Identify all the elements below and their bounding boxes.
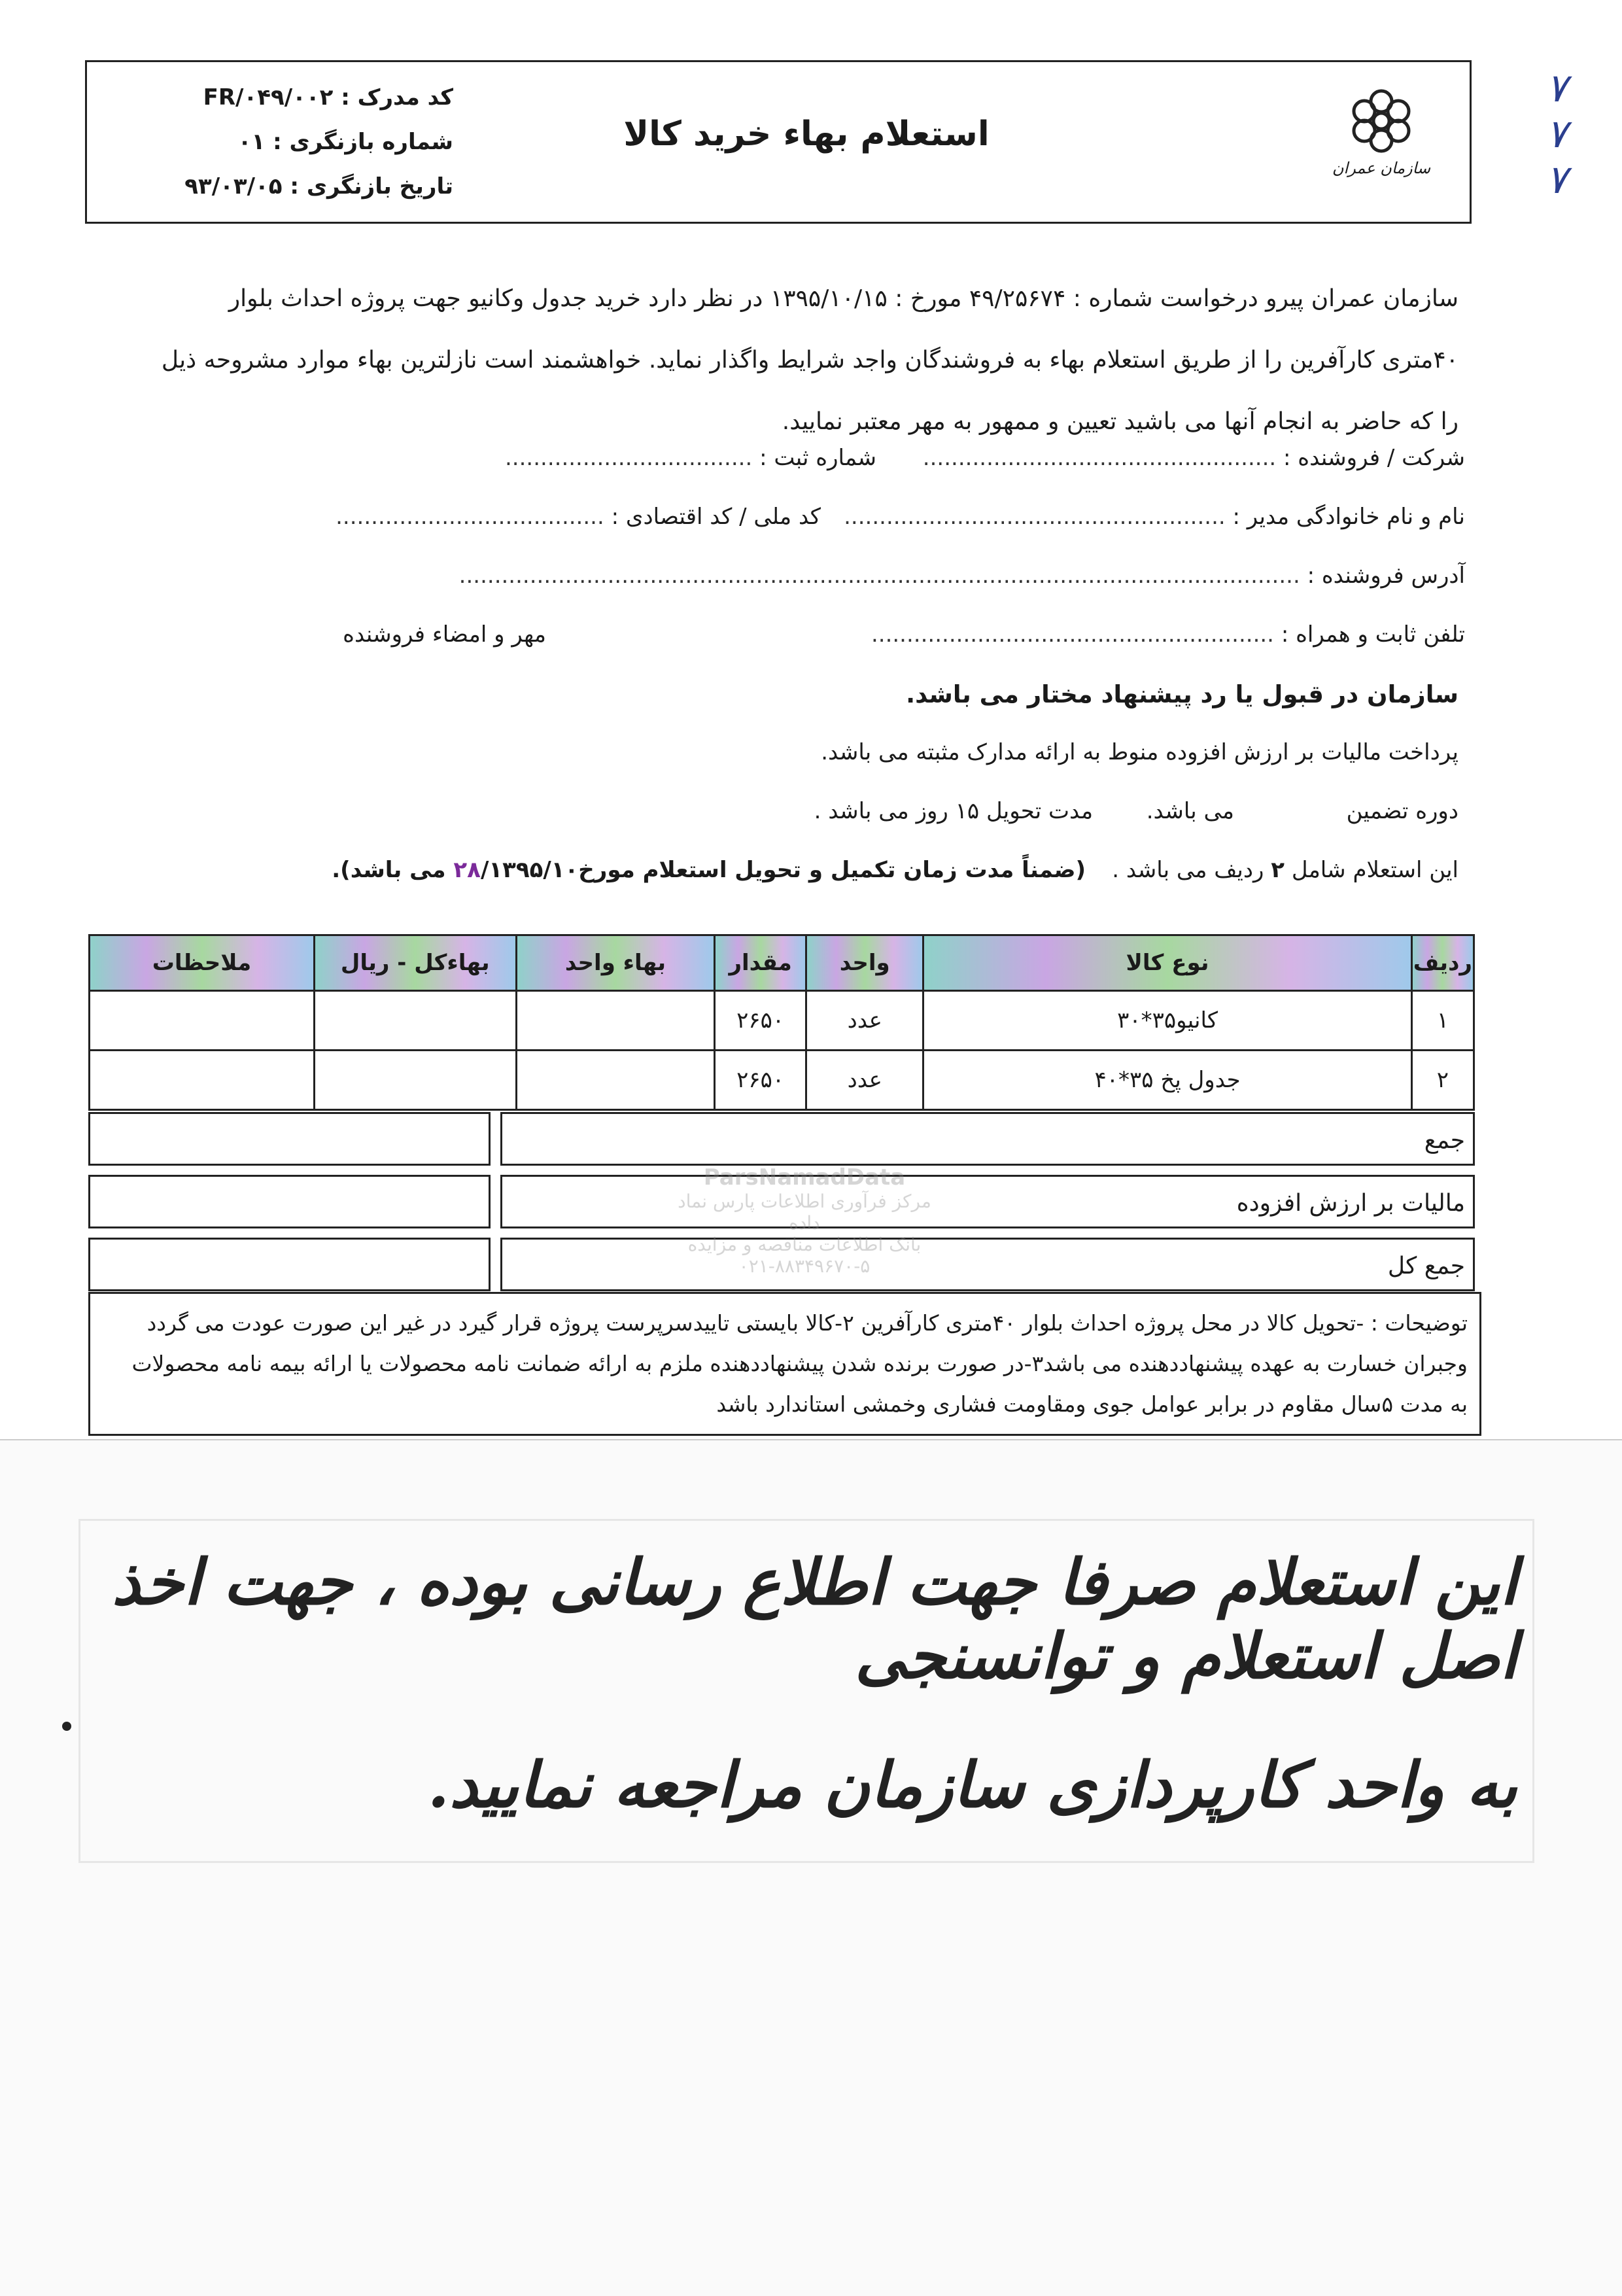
grand-total-label: جمع کل [500,1238,1475,1291]
warranty-suffix: می باشد. [1146,798,1235,824]
item-unit: عدد [806,1051,923,1110]
doc-code-row [113,75,453,120]
manager-dots: ...................................................... [844,504,1226,530]
vat-value-cell[interactable] [88,1175,491,1228]
sum-value-cell[interactable] [88,1112,491,1166]
notes-box [88,1292,1481,1436]
address-label: آدرس فروشنده : [1307,563,1465,589]
registration-dots: ................................... [504,445,753,471]
revision-date: ۹۳/۰۳/۰۵ [184,173,283,200]
rows-count: ۲ [1271,857,1285,883]
grand-total-value-cell[interactable] [88,1238,491,1291]
national-code-label: کد ملی / کد اقتصادی : [611,504,821,530]
manager-field [844,504,1465,530]
intro-line: سازمان عمران پیرو درخواست شماره : ۴۹/۲۵۶۷۴ مورخ : ۱۳۹۵/۱۰/۱۵ در نظر دارد خرید جدول وکانیو جهت پروژه احداث بلوار [228,285,1458,312]
company-dots: .................................................. [922,445,1277,471]
pasted-notice-slip [0,1439,1622,2296]
vat-label: مالیات بر ارزش افزوده [500,1175,1475,1228]
revision-row [113,120,453,164]
item-unit: عدد [806,991,923,1051]
registration-field [505,445,876,471]
organization-logo [1319,82,1443,206]
watermark-phone: ۰۲۱-۸۸۳۴۹۶۷۰-۵ [738,1255,871,1277]
item-type: کانیو۳۵*۳۰ [923,991,1411,1051]
sum-label: جمع [500,1112,1475,1166]
notes-line: به مدت ۵سال مقاوم در برابر عوامل جوی ومقاومت فشاری وخمشی استاندارد باشد [716,1391,1468,1417]
form-header [85,60,1472,224]
margin-mark: ۷ [1545,65,1568,111]
watermark-brand: ParsNamadData [703,1164,906,1191]
flower-logo-icon [1342,82,1421,160]
watermark-line: بانک اطلاعات مناقصه و مزایده [687,1234,922,1255]
manager-label: نام و نام خانوادگی مدیر : [1232,504,1465,530]
document-meta [113,75,453,209]
column-header: ملاحظات [90,935,315,991]
column-header: واحد [806,935,923,991]
total-price-cell[interactable] [314,1051,516,1110]
intro-line: ۴۰متری کارآفرین را از طریق استعلام بهاء به فروشندگان واجد شرایط واگذار نماید. خواهشمند است نازلترین بهاء موارد مشروحه ذیل [161,347,1458,374]
company-field [923,445,1465,471]
rows-count-line [1112,857,1458,883]
registration-label: شماره ثبت : [759,445,876,471]
notes-line: وجبران خسارت به عهده پیشنهاددهنده می باشد۳-در صورت برنده شدن پیشنهاددهنده ملزم به ارائه ضمانت نامه محصولات یا ارائه بیمه نامه محصولات [131,1351,1468,1376]
deadline-line [332,857,1086,883]
phone-field [871,621,1465,648]
deadline-prefix: (ضمناً مدت زمان تکمیل و تحویل استعلام مورخ [578,857,1086,883]
company-label: شرکت / فروشنده : [1283,445,1465,471]
column-header: بهاء واحد [516,935,715,991]
phone-dots: ......................................................... [871,621,1274,648]
national-code-dots: ...................................... [336,504,604,530]
column-header: نوع کالا [923,935,1411,991]
accept-reject-note: سازمان در قبول یا رد پیشنهاد مختار می باشد. [906,680,1458,708]
remarks-cell[interactable] [90,991,315,1051]
remarks-cell[interactable] [90,1051,315,1110]
deadline-rest: /۱۳۹۵/۱۰ می باشد). [332,857,579,883]
address-field [459,563,1465,589]
row-number: ۱ [1411,991,1474,1051]
item-quantity: ۲۶۵۰ [715,991,806,1051]
national-code-field [336,504,821,530]
delivery-days: ۱۵ [955,798,980,824]
delivery-label: مدت تحویل [986,798,1094,824]
revision-date-label: تاریخ بازنگری : [290,173,453,200]
deadline-day: ۲۸ [453,857,481,883]
row-number: ۲ [1411,1051,1474,1110]
warranty-label: دوره تضمین [1346,798,1458,824]
margin-mark: ۷ [1545,111,1568,157]
revision-label: شماره بازنگری : [273,129,453,155]
vat-note: پرداخت مالیات بر ارزش افزوده منوط به ارائه مدارک مثبته می باشد. [821,739,1458,765]
column-header: بهاءکل - ریال [314,935,516,991]
doc-code: FR/۰۴۹/۰۰۲ [203,84,334,111]
phone-label: تلفن ثابت و همراه : [1281,621,1465,648]
item-type: جدول پخ ۳۵*۴۰ [923,1051,1411,1110]
slip-line: این استعلام صرفا جهت اطلاع رسانی بوده ، جهت اخذ اصل استعلام و توانسنجی [112,1545,1517,1693]
notes-line: توضیحات : -تحویل کالا در محل پروژه احداث بلوار ۴۰متری کارآفرین ۲-کالا بایستی تاییدسرپرست پروژه قرار گیرد در غیر این صورت عودت می گردد [147,1310,1468,1336]
slip-line: به واحد کارپردازی سازمان مراجعه نمایید. [427,1748,1517,1822]
doc-code-label: کد مدرک : [341,84,453,111]
logo-caption: سازمان عمران [1332,159,1431,177]
intro-paragraph [85,268,1458,453]
column-header: مقدار [715,935,806,991]
total-price-cell[interactable] [314,991,516,1051]
delivery-suffix: روز می باشد . [814,798,948,824]
rows-suffix: ردیف می باشد . [1112,857,1264,883]
intro-line: را که حاضر به انجام آنها می باشید تعیین و ممهور به مهر معتبر نمایید. [782,408,1458,435]
table-header-row [90,935,1474,991]
document-title: استعلام بهاء خرید کالا [623,114,990,154]
warranty-delivery-line [814,798,1458,824]
margin-mark: ۷ [1545,157,1568,203]
ink-dot [62,1722,71,1731]
watermark-line: مرکز فرآوری اطلاعات پارس نماد داده [678,1191,931,1234]
address-dots: ....................................................................................................................... [458,563,1300,589]
revision-date-row [113,164,453,209]
handwritten-margin-marks [1517,65,1596,203]
item-quantity: ۲۶۵۰ [715,1051,806,1110]
column-header: ردیف [1411,935,1474,991]
revision-number: ۰۱ [237,129,266,155]
rows-prefix: این استعلام شامل [1291,857,1458,883]
seller-seal-label: مهر و امضاء فروشنده [343,621,546,648]
